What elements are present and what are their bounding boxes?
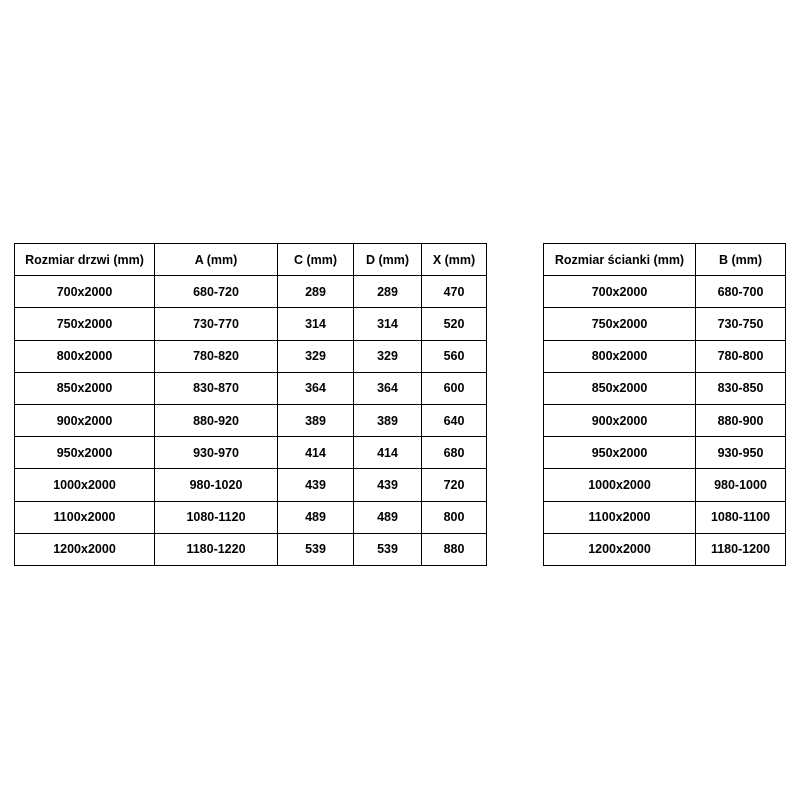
cell-wall-size: 1100x2000 xyxy=(544,501,696,533)
cell-a: 980-1020 xyxy=(155,469,278,501)
cell-c: 489 xyxy=(278,501,354,533)
tables-container xyxy=(14,243,786,566)
doors-dimensions-table xyxy=(14,243,487,566)
cell-a: 930-970 xyxy=(155,437,278,469)
cell-x: 470 xyxy=(422,276,487,308)
cell-d: 289 xyxy=(354,276,422,308)
column-header-wall-size: Rozmiar ścianki (mm) xyxy=(544,244,696,276)
column-header-c: C (mm) xyxy=(278,244,354,276)
table-row xyxy=(15,437,487,469)
table-row xyxy=(15,469,487,501)
cell-a: 1080-1120 xyxy=(155,501,278,533)
cell-c: 314 xyxy=(278,308,354,340)
cell-c: 329 xyxy=(278,340,354,372)
cell-x: 520 xyxy=(422,308,487,340)
table-row xyxy=(15,404,487,436)
cell-c: 414 xyxy=(278,437,354,469)
cell-x: 720 xyxy=(422,469,487,501)
cell-b: 1180-1200 xyxy=(696,533,786,565)
table-row xyxy=(15,372,487,404)
cell-d: 539 xyxy=(354,533,422,565)
cell-door-size: 1200x2000 xyxy=(15,533,155,565)
column-header-b: B (mm) xyxy=(696,244,786,276)
cell-c: 539 xyxy=(278,533,354,565)
cell-a: 730-770 xyxy=(155,308,278,340)
cell-d: 389 xyxy=(354,404,422,436)
cell-wall-size: 700x2000 xyxy=(544,276,696,308)
cell-a: 780-820 xyxy=(155,340,278,372)
column-header-a: A (mm) xyxy=(155,244,278,276)
cell-a: 680-720 xyxy=(155,276,278,308)
cell-door-size: 750x2000 xyxy=(15,308,155,340)
table-row xyxy=(15,501,487,533)
table-row xyxy=(544,372,786,404)
table-row xyxy=(544,308,786,340)
column-header-d: D (mm) xyxy=(354,244,422,276)
table-row xyxy=(544,340,786,372)
table-row xyxy=(544,533,786,565)
wall-dimensions-table xyxy=(543,243,786,566)
cell-door-size: 700x2000 xyxy=(15,276,155,308)
table-row xyxy=(15,533,487,565)
cell-d: 489 xyxy=(354,501,422,533)
cell-b: 830-850 xyxy=(696,372,786,404)
cell-c: 289 xyxy=(278,276,354,308)
cell-x: 600 xyxy=(422,372,487,404)
cell-b: 1080-1100 xyxy=(696,501,786,533)
column-header-door-size: Rozmiar drzwi (mm) xyxy=(15,244,155,276)
cell-x: 800 xyxy=(422,501,487,533)
table-row xyxy=(544,404,786,436)
cell-d: 314 xyxy=(354,308,422,340)
table-row xyxy=(544,469,786,501)
cell-wall-size: 1200x2000 xyxy=(544,533,696,565)
cell-d: 414 xyxy=(354,437,422,469)
cell-wall-size: 950x2000 xyxy=(544,437,696,469)
table-row xyxy=(544,501,786,533)
cell-c: 389 xyxy=(278,404,354,436)
table-header-row xyxy=(15,244,487,276)
cell-b: 730-750 xyxy=(696,308,786,340)
cell-c: 364 xyxy=(278,372,354,404)
cell-door-size: 950x2000 xyxy=(15,437,155,469)
cell-b: 880-900 xyxy=(696,404,786,436)
cell-b: 930-950 xyxy=(696,437,786,469)
cell-wall-size: 800x2000 xyxy=(544,340,696,372)
cell-a: 830-870 xyxy=(155,372,278,404)
column-header-x: X (mm) xyxy=(422,244,487,276)
cell-c: 439 xyxy=(278,469,354,501)
table-row xyxy=(15,340,487,372)
cell-wall-size: 850x2000 xyxy=(544,372,696,404)
cell-door-size: 850x2000 xyxy=(15,372,155,404)
cell-door-size: 900x2000 xyxy=(15,404,155,436)
cell-wall-size: 750x2000 xyxy=(544,308,696,340)
cell-door-size: 1100x2000 xyxy=(15,501,155,533)
cell-a: 880-920 xyxy=(155,404,278,436)
cell-d: 439 xyxy=(354,469,422,501)
cell-x: 560 xyxy=(422,340,487,372)
cell-wall-size: 1000x2000 xyxy=(544,469,696,501)
cell-door-size: 800x2000 xyxy=(15,340,155,372)
cell-b: 980-1000 xyxy=(696,469,786,501)
table-row xyxy=(544,437,786,469)
cell-a: 1180-1220 xyxy=(155,533,278,565)
table-row xyxy=(544,276,786,308)
cell-b: 780-800 xyxy=(696,340,786,372)
cell-x: 880 xyxy=(422,533,487,565)
table-row xyxy=(15,308,487,340)
cell-wall-size: 900x2000 xyxy=(544,404,696,436)
cell-x: 680 xyxy=(422,437,487,469)
cell-d: 329 xyxy=(354,340,422,372)
table-header-row xyxy=(544,244,786,276)
cell-d: 364 xyxy=(354,372,422,404)
table-row xyxy=(15,276,487,308)
cell-b: 680-700 xyxy=(696,276,786,308)
cell-x: 640 xyxy=(422,404,487,436)
cell-door-size: 1000x2000 xyxy=(15,469,155,501)
